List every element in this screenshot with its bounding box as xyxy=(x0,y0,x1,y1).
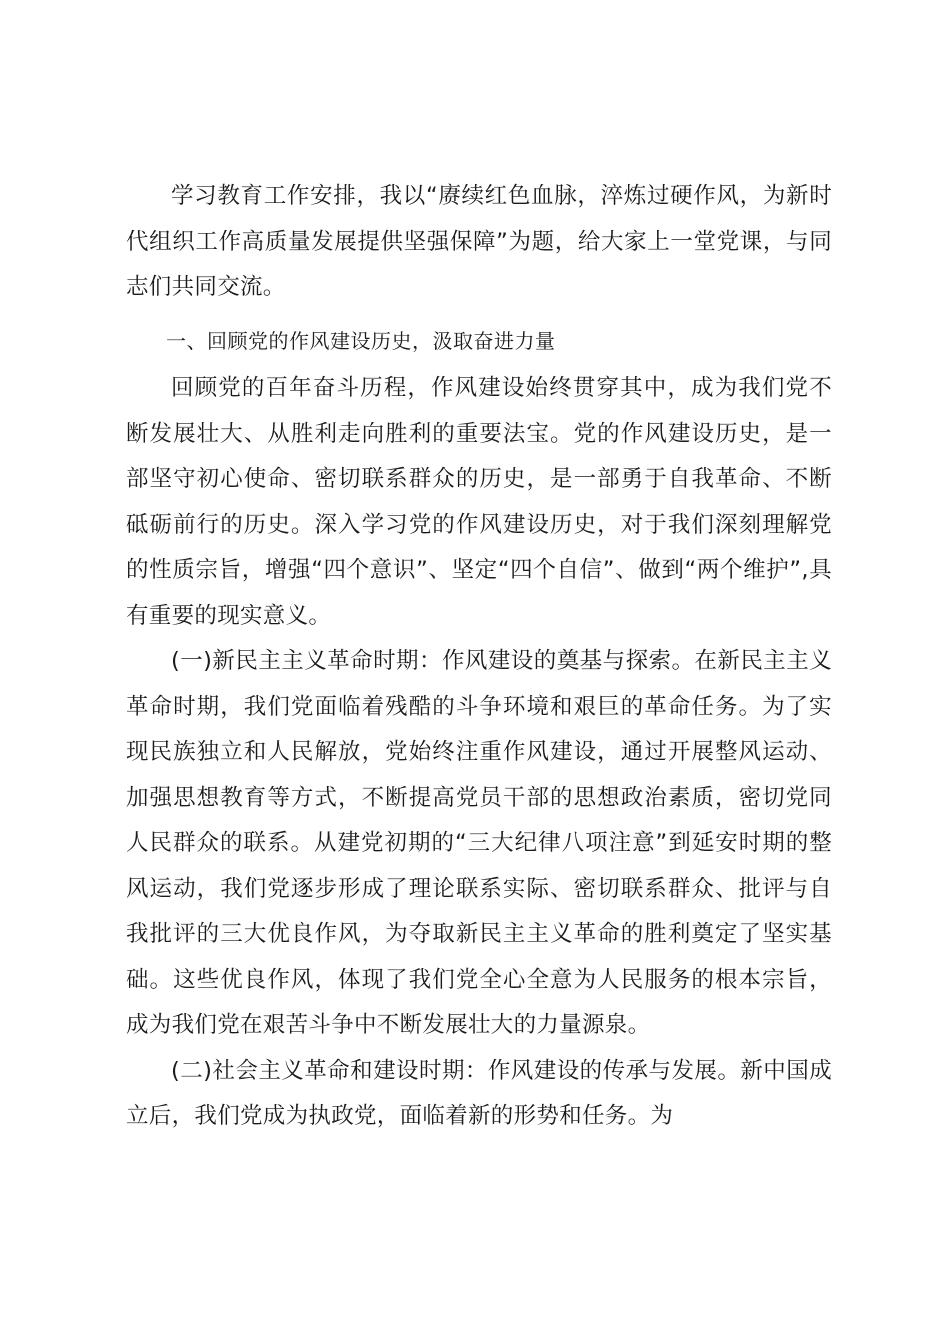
document-body xyxy=(126,174,832,1140)
body-paragraph: 回顾党的百年奋斗历程，作风建设始终贯穿其中，成为我们党不断发展壮大、从胜利走向胜利的重要法宝。党的作风建设历史，是一部坚守初心使命、密切联系群众的历史，是一部勇于自我革命、不断砥砺前行的历史。深入学习党的作风建设历史，对于我们深刻理解党的性质宗旨，增强“四个意识”、坚定“四个自信”、做到“两个维护”,具有重要的现实意义。 xyxy=(126,375,832,629)
subsection-paragraph-1: (一)新民主主义革命时期：作风建设的奠基与探索。在新民主主义革命时期，我们党面临着残酷的斗争环境和艰巨的革命任务。为了实现民族独立和人民解放，党始终注重作风建设，通过开展整风运动、加强思想教育等方式，不断提高党员干部的思想政治素质，密切党同人民群众的联系。从建党初期的“三大纪律八项注意”到延安时期的整风运动，我们党逐步形成了理论联系实际、密切联系群众、批评与自我批评的三大优良作风，为夺取新民主主义革命的胜利奠定了坚实基础。这些优良作风，体现了我们党全心全意为人民服务的根本宗旨，成为我们党在艰苦斗争中不断发展壮大的力量源泉。 xyxy=(126,648,832,1038)
section-heading: 一、回顾党的作风建设历史，汲取奋进力量 xyxy=(166,328,556,353)
subsection-paragraph-2: (二)社会主义革命和建设时期：作风建设的传承与发展。新中国成立后，我们党成为执政党，面临着新的形势和任务。为 xyxy=(126,1057,832,1129)
intro-paragraph: 学习教育工作安排，我以“赓续红色血脉，淬炼过硬作风，为新时代组织工作高质量发展提供坚强保障”为题，给大家上一堂党课，与同志们共同交流。 xyxy=(126,183,832,300)
